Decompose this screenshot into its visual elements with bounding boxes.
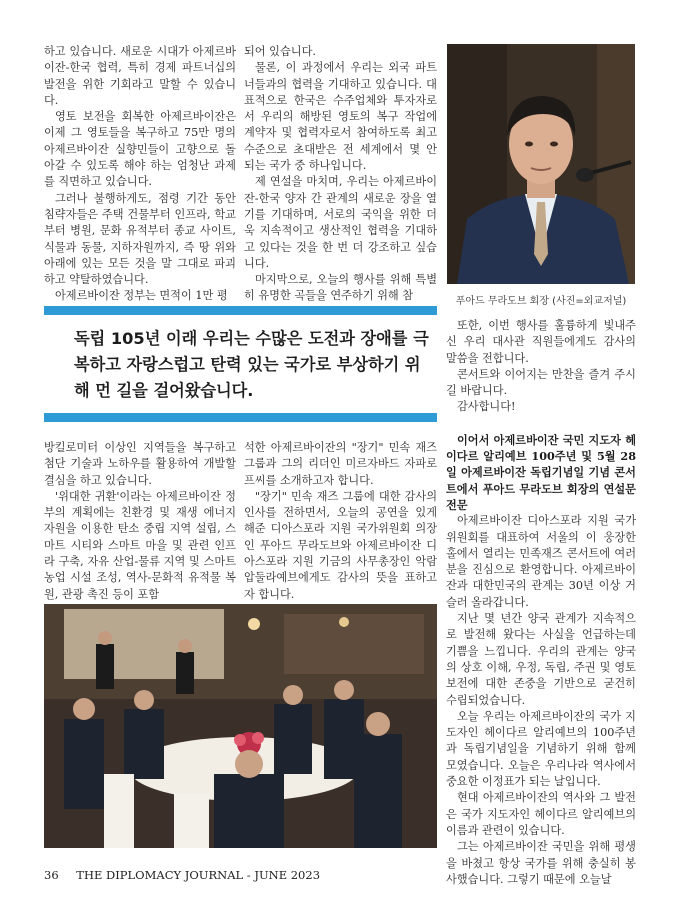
paragraph: 마지막으로, 오늘의 행사를 위해 특별히 유명한 곡들을 연주하기 위해 참	[244, 273, 437, 303]
paragraph: 하고 있습니다. 새로운 시대가 아제르바이잔-한국 협력, 특히 경제 파트너십의 발전을 위한 기회라고 말할 수 있습니다.	[44, 45, 236, 107]
speech-heading: 이어서 아제르바이잔 국민 지도자 헤이다르 알리예브 100주년 및 5월 28일 아제르바이잔 독립기념일 기념 콘서트에서 푸아드 무라도브 회장의 연설문 전문	[446, 432, 636, 512]
article-column-1-bottom	[44, 440, 236, 603]
spacer	[446, 416, 636, 432]
paragraph: 영토 보전을 회복한 아제르바이잔은 이제 그 영토들을 복구하고 75만 명의 아제르바이잔 실향민들이 고향으로 돌아갈 수 있도록 해야 하는 엄청난 과제를 직면하고 있습니다.	[44, 110, 236, 189]
paragraph: "장기" 민속 재즈 그룹에 대한 감사의 인사를 전하면서, 오늘의 공연을 있게 해준 디아스포라 지원 국가위원회 의장인 푸아드 무라도브와 아제르바이잔 디아스포라 지원 기금의 사무총장인 악람 압둘라예브에게도 감사의 뜻을 표하고자 합니다.	[244, 489, 437, 601]
paragraph: 석한 아제르바이잔의 "장기" 민속 재즈 그룹과 그의 리더인 미르자바드 자파로프씨를 소개하고자 합니다.	[244, 441, 437, 487]
paragraph: 물론, 이 과정에서 우리는 외국 파트너들과의 협력을 기대하고 있습니다. 대표적으로 한국은 수주업체와 투자자로서 우리의 해방된 영토의 복구 작업에 계약자 및 협력자로서 참여하도록 최고 수준으로 초대받은 전 세계에서 몇 안 되는 국가 중 하나입니다.	[244, 61, 437, 173]
paragraph: '위대한 귀환'이라는 아제르바이잔 정부의 계획에는 친환경 및 재생 에너지 자원을 이용한 탄소 중립 지역 설립, 스마트 시티와 스마트 마을 및 관련 인프라 구축, 자유 산업-물류 지역 및 스마트 농업 시설 조성, 역사-문화적 유적물 복원, 관광 촉진 등이 포함	[44, 489, 236, 601]
speaker-photo	[447, 44, 635, 284]
page-number: 36	[44, 868, 59, 882]
pull-quote: 독립 105년 이래 우리는 수많은 도전과 장애를 극복하고 자랑스럽고 탄력 있는 국가로 부상하기 위해 먼 길을 걸어왔습니다.	[74, 329, 429, 400]
dinner-event-photo	[44, 604, 437, 848]
paragraph: 아제르바이잔 디아스포라 지원 국가위원회를 대표하여 서울의 이 웅장한 홀에서 열리는 민족재즈 콘서트에 여러분을 진심으로 환영합니다. 아제르바이잔과 대한민국의 관계는 30년 이상 거슬러 올라갑니다.	[446, 514, 636, 609]
photo-caption: 푸아드 무라도브 회장 (사진=외교저널)	[455, 296, 627, 307]
pullquote-divider-top	[44, 306, 437, 315]
paragraph: 그는 아제르바이잔 국민을 위해 평생을 바쳤고 항상 국가를 위해 충실히 봉사했습니다. 그렇기 때문에 오늘날	[446, 840, 636, 886]
publication-name: THE DIPLOMACY JOURNAL - JUNE 2023	[76, 868, 321, 882]
paragraph: 아제르바이잔 정부는 면적이 1만 평	[55, 289, 228, 303]
paragraph: 되어 있습니다.	[244, 45, 316, 58]
paragraph: 현대 아제르바이잔의 역사와 그 발전은 국가 지도자인 헤이다르 알리예브의 이름과 관련이 있습니다.	[446, 791, 636, 837]
paragraph: 오늘 우리는 아제르바이잔의 국가 지도자인 헤이다르 알리예브의 100주년과 독립기념일을 기념하기 위해 함께 모였습니다. 오늘은 우리나라 역사에서 중요한 이정표가 되는 날입니다.	[446, 709, 636, 789]
paragraph: 또한, 이번 행사를 훌륭하게 빛내주신 우리 대사관 직원들에게도 감사의 말씀을 전합니다.	[446, 319, 636, 365]
article-column-3	[446, 318, 636, 888]
paragraph: 지난 몇 년간 양국 관계가 지속적으로 발전해 왔다는 사실을 언급하는데 기쁨을 느낍니다. 우리의 관계는 양국의 상호 이해, 우정, 독립, 주권 및 영토 보전에 대한 존중을 기반으로 굳건히 수립되었습니다.	[446, 612, 636, 707]
paragraph: 방킬로미터 이상인 지역들을 복구하고 첨단 기술과 노하우를 활용하여 개발할 결심을 하고 있습니다.	[44, 441, 236, 487]
paragraph: 콘서트와 이어지는 만찬을 즐겨 주시길 바랍니다.	[446, 367, 636, 398]
paragraph: 제 연설을 마치며, 우리는 아제르바이잔-한국 양자 간 관계의 새로운 장을 열기를 기대하며, 서로의 국익을 위한 더욱 지속적이고 생산적인 협력을 기대하고 있다는 것을 한 번 더 강조하고 싶습니다.	[244, 175, 437, 270]
pullquote-divider-bottom	[44, 413, 437, 422]
paragraph: 감사합니다!	[457, 400, 516, 414]
speaker-illustration	[447, 44, 635, 284]
article-column-2-bottom	[244, 440, 437, 603]
article-column-1-top	[44, 44, 236, 305]
article-column-2-top	[244, 44, 437, 305]
dinner-illustration	[44, 604, 437, 848]
page-footer	[44, 868, 334, 882]
paragraph: 그러나 불행하게도, 점령 기간 동안 침략자들은 주택 건물부터 인프라, 학교부터 병원, 문화 유적부터 종교 사이트, 식물과 동물, 지하자원까지, 즉 땅 위와 아래에 있는 모든 것을 말 그대로 파괴하고 약탈하였습니다.	[44, 191, 236, 287]
